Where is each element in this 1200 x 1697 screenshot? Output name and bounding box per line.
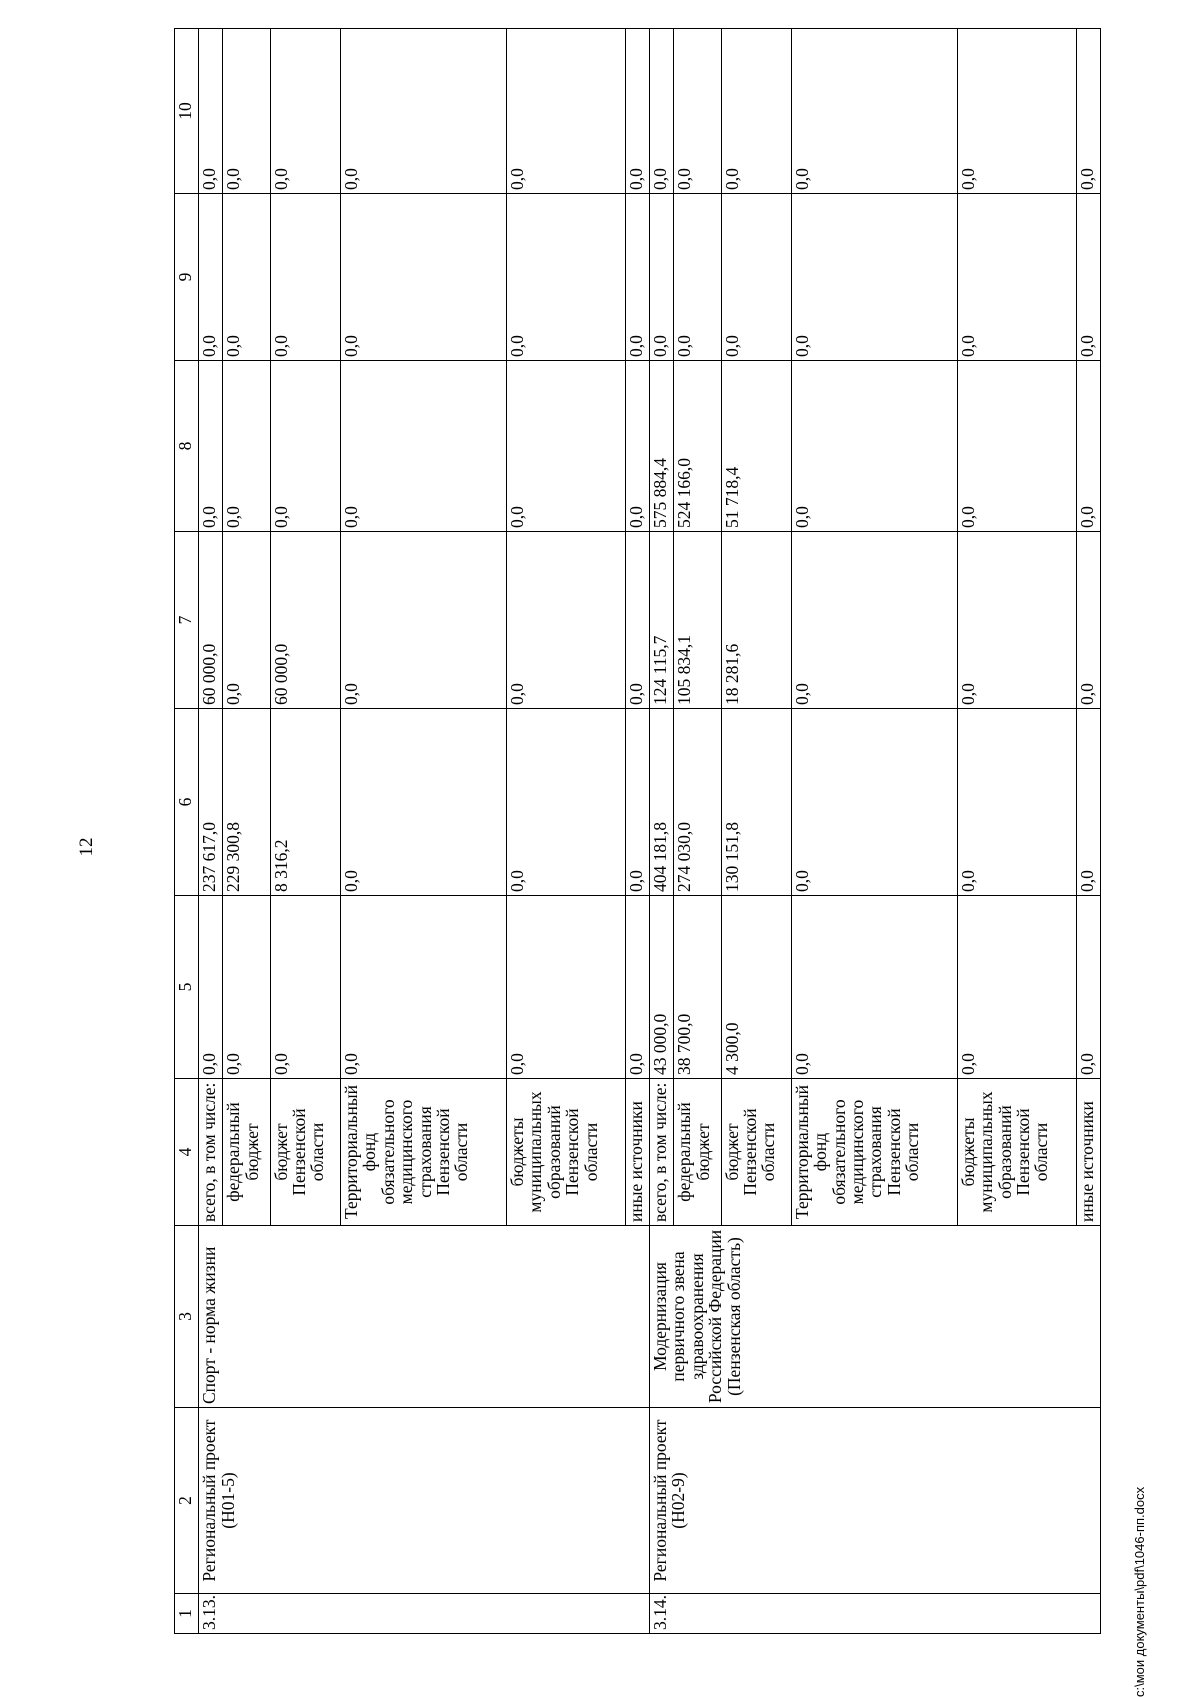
header-cell: 6 xyxy=(175,709,199,896)
funding-source: федеральный бюджет xyxy=(674,1079,721,1226)
funding-source: федеральный бюджет xyxy=(223,1079,270,1226)
value-cell: 60 000,0 xyxy=(199,532,223,709)
value-cell: 0,0 xyxy=(625,532,649,709)
value-cell: 0,0 xyxy=(625,194,649,361)
header-cell: 5 xyxy=(175,896,199,1079)
header-cell: 3 xyxy=(175,1226,199,1408)
value-cell: 0,0 xyxy=(1076,532,1100,709)
value-cell: 0,0 xyxy=(341,361,507,532)
value-cell: 0,0 xyxy=(674,29,721,194)
value-cell: 0,0 xyxy=(791,29,957,194)
value-cell: 130 151,8 xyxy=(721,709,791,896)
value-cell: 0,0 xyxy=(721,194,791,361)
page-number: 12 xyxy=(76,837,97,857)
value-cell: 0,0 xyxy=(625,709,649,896)
value-cell: 0,0 xyxy=(791,361,957,532)
project-description: Спорт - норма жизни xyxy=(199,1226,650,1408)
funding-source: бюджет Пензенской области xyxy=(270,1079,340,1226)
value-cell: 0,0 xyxy=(957,896,1076,1079)
header-cell: 1 xyxy=(175,1594,199,1634)
value-cell: 0,0 xyxy=(199,194,223,361)
value-cell: 0,0 xyxy=(199,361,223,532)
header-cell: 7 xyxy=(175,532,199,709)
header-row xyxy=(175,29,199,1634)
value-cell: 0,0 xyxy=(270,29,340,194)
value-cell: 0,0 xyxy=(199,29,223,194)
project-name: Региональный проект (Н01-5) xyxy=(199,1408,650,1594)
table-row xyxy=(650,29,674,1634)
value-cell: 0,0 xyxy=(957,361,1076,532)
header-cell: 2 xyxy=(175,1408,199,1594)
value-cell: 0,0 xyxy=(791,709,957,896)
funding-source: иные источники xyxy=(1076,1079,1100,1226)
value-cell: 8 316,2 xyxy=(270,709,340,896)
value-cell: 229 300,8 xyxy=(223,709,270,896)
value-cell: 237 617,0 xyxy=(199,709,223,896)
value-cell: 0,0 xyxy=(791,194,957,361)
header-cell: 4 xyxy=(175,1079,199,1226)
funding-source: всего, в том числе: xyxy=(199,1079,223,1226)
value-cell: 0,0 xyxy=(957,194,1076,361)
value-cell: 18 281,6 xyxy=(721,532,791,709)
funding-source: Территориальный фонд обязательного медицинского страхования Пензенской области xyxy=(791,1079,957,1226)
value-cell: 0,0 xyxy=(1076,896,1100,1079)
header-cell: 8 xyxy=(175,361,199,532)
value-cell: 0,0 xyxy=(507,194,626,361)
value-cell: 4 300,0 xyxy=(721,896,791,1079)
value-cell: 575 884,4 xyxy=(650,361,674,532)
project-name: Региональный проект (Н02-9) xyxy=(650,1408,1101,1594)
value-cell: 0,0 xyxy=(650,29,674,194)
value-cell: 0,0 xyxy=(507,29,626,194)
value-cell: 0,0 xyxy=(507,709,626,896)
footer-file-path: c:\мои документы\pdf\1046-пп.docx xyxy=(1132,1486,1147,1697)
value-cell: 0,0 xyxy=(341,532,507,709)
value-cell: 60 000,0 xyxy=(270,532,340,709)
value-cell: 0,0 xyxy=(1076,29,1100,194)
table-row xyxy=(199,29,223,1634)
value-cell: 274 030,0 xyxy=(674,709,721,896)
value-cell: 0,0 xyxy=(223,532,270,709)
value-cell: 0,0 xyxy=(1076,709,1100,896)
value-cell: 105 834,1 xyxy=(674,532,721,709)
value-cell: 0,0 xyxy=(341,194,507,361)
value-cell: 0,0 xyxy=(957,532,1076,709)
funding-source: бюджеты муниципальных образований Пензенской области xyxy=(507,1079,626,1226)
value-cell: 0,0 xyxy=(199,896,223,1079)
funding-source: бюджет Пензенской области xyxy=(721,1079,791,1226)
value-cell: 38 700,0 xyxy=(674,896,721,1079)
value-cell: 0,0 xyxy=(507,896,626,1079)
value-cell: 0,0 xyxy=(270,194,340,361)
value-cell: 0,0 xyxy=(957,29,1076,194)
value-cell: 0,0 xyxy=(791,532,957,709)
funding-source: Территориальный фонд обязательного медицинского страхования Пензенской области xyxy=(341,1079,507,1226)
value-cell: 0,0 xyxy=(721,29,791,194)
value-cell: 0,0 xyxy=(341,896,507,1079)
value-cell: 0,0 xyxy=(1076,361,1100,532)
value-cell: 51 718,4 xyxy=(721,361,791,532)
value-cell: 0,0 xyxy=(957,709,1076,896)
value-cell: 43 000,0 xyxy=(650,896,674,1079)
value-cell: 0,0 xyxy=(625,29,649,194)
value-cell: 0,0 xyxy=(507,532,626,709)
value-cell: 0,0 xyxy=(341,709,507,896)
value-cell: 0,0 xyxy=(270,896,340,1079)
value-cell: 0,0 xyxy=(1076,194,1100,361)
funding-source: иные источники xyxy=(625,1079,649,1226)
header-cell: 10 xyxy=(175,29,199,194)
value-cell: 0,0 xyxy=(625,896,649,1079)
value-cell: 0,0 xyxy=(674,194,721,361)
value-cell: 0,0 xyxy=(270,361,340,532)
value-cell: 0,0 xyxy=(650,194,674,361)
row-number: 3.14. xyxy=(650,1594,1101,1634)
funding-source: бюджеты муниципальных образований Пензенской области xyxy=(957,1079,1076,1226)
value-cell: 524 166,0 xyxy=(674,361,721,532)
value-cell: 0,0 xyxy=(791,896,957,1079)
value-cell: 0,0 xyxy=(341,29,507,194)
value-cell: 0,0 xyxy=(625,361,649,532)
funding-table xyxy=(174,28,1101,1634)
header-cell: 9 xyxy=(175,194,199,361)
value-cell: 0,0 xyxy=(507,361,626,532)
value-cell: 404 181,8 xyxy=(650,709,674,896)
value-cell: 0,0 xyxy=(223,361,270,532)
project-description: Модернизация первичного звена здравоохранения Российской Федерации (Пензенская область) xyxy=(650,1226,1101,1408)
funding-source: всего, в том числе: xyxy=(650,1079,674,1226)
row-number: 3.13. xyxy=(199,1594,650,1634)
value-cell: 0,0 xyxy=(223,194,270,361)
value-cell: 0,0 xyxy=(223,29,270,194)
value-cell: 124 115,7 xyxy=(650,532,674,709)
value-cell: 0,0 xyxy=(223,896,270,1079)
